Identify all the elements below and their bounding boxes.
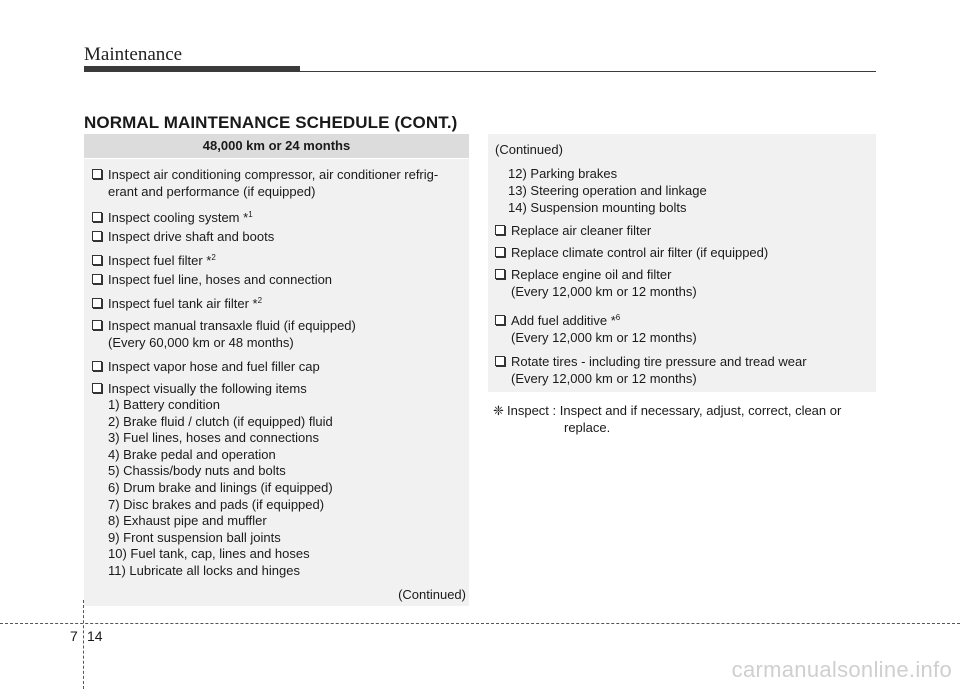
list-item: 1) Battery condition [108,397,221,412]
checkbox-icon [92,320,102,330]
list-item: 12) Parking brakes [508,166,618,181]
list-item: 11) Lubricate all locks and hinges [108,562,300,578]
checkbox-icon [92,274,102,284]
interval-heading: 48,000 km or 24 months [84,134,469,159]
checklist-item: Inspect drive shaft and boots [92,228,274,245]
continued-label: (Continued) [495,142,563,157]
checklist-item: Inspect fuel tank air filter *$^2$ [92,292,262,312]
list-item: 3) Fuel lines, hoses and connections [108,430,320,446]
numbered-list [500,165,707,216]
checkbox-icon [495,269,505,279]
list-item: 4) Brake pedal and operation [108,446,276,462]
checkbox-icon [495,315,505,325]
header-title: Maintenance [84,44,183,65]
checkbox-icon [92,255,102,265]
checkbox-icon [495,247,505,257]
footnote-symbol-icon: ❈ [493,403,504,418]
header-rule [300,71,876,72]
checkbox-icon [92,383,102,393]
checkbox-icon [92,169,102,179]
checkbox-icon [92,212,102,222]
list-item: 6) Drum brake and linings (if equipped) [108,479,333,495]
continued-label: (Continued) [398,587,466,602]
list-item: 10) Fuel tank, cap, lines and hoses [108,546,310,562]
checklist-item: Inspect vapor hose and fuel filler cap [92,358,320,375]
footnote-ref: 2 [257,296,263,305]
footnote-ref: 1 [248,210,253,219]
visual-inspection-list [100,397,333,580]
checkbox-icon [92,361,102,371]
list-item: 9) Front suspension ball joints [108,529,281,545]
checklist-item: Replace air cleaner filter [495,222,651,239]
checklist-item: Inspect visually the following items [92,380,307,397]
page-number: 14 [87,628,103,644]
watermark: carmanualsonline.info [731,657,952,682]
footer-divider [83,600,84,689]
header-bar [84,66,300,72]
checkbox-icon [495,356,505,366]
checklist-item: Replace climate control air filter (if equipped) [495,244,768,261]
list-item: 14) Suspension mounting bolts [508,200,687,215]
inspect-footnote: ❈ Inspect : Inspect and if necessary, adjust, correct, clean or replace. [493,403,842,435]
list-item: 7) Disc brakes and pads (if equipped) [108,496,325,512]
checklist-item: Inspect air conditioning compressor, air conditioner refrig- erant and performance (if equipped) [92,166,438,200]
footer-rule [0,623,960,624]
checkbox-icon [495,225,505,235]
checklist-item: Inspect manual transaxle fluid (if equipped) (Every 60,000 km or 48 months) [92,317,356,351]
checklist-item: Replace engine oil and filter (Every 12,000 km or 12 months) [495,266,697,300]
list-item: 8) Exhaust pipe and muffler [108,513,267,529]
list-item: 13) Steering operation and linkage [508,183,707,198]
chapter-number: 7 [70,628,78,644]
checklist-item: Add fuel additive *$^6$ (Every 12,000 km or 12 months) [495,309,697,346]
checklist-item: Inspect fuel line, hoses and connection [92,271,332,288]
section-title: NORMAL MAINTENANCE SCHEDULE (CONT.) [84,113,458,132]
checklist-item: Inspect fuel filter *$^2$ [92,249,216,269]
checkbox-icon [92,231,102,241]
checklist-item: Rotate tires - including tire pressure and tread wear (Every 12,000 km or 12 months) [495,353,807,387]
checklist-item: Inspect cooling system *$^1$ [92,206,253,226]
footnote-ref: 6 [615,313,621,322]
list-item: 5) Chassis/body nuts and bolts [108,463,286,479]
footnote-ref: 2 [211,253,216,262]
checkbox-icon [92,298,102,308]
list-item: 2) Brake fluid / clutch (if equipped) fluid [108,413,333,429]
